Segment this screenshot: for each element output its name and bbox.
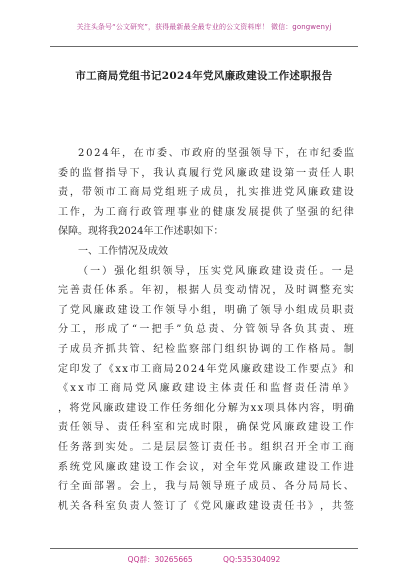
body-line: 行 全 面 部 署 。 会 上 ， 我 与 局 领 导 班 子 成 员 、 各 分 局 局 长 、 [58, 481, 354, 493]
body-line: 系 统 党 风 廉 政 建 设 工 作 会 议 ， 对 全 年 党 风 廉 政 建 设 工 作 进 [58, 461, 354, 473]
body-line: 了 党 风 廉 政 建 设 工 作 领 导 小 组 ， 明 确 了 领 导 小 组 成 员 职 责 [58, 304, 354, 316]
footer-divider [50, 548, 358, 549]
body-line: 保障。现将我2024年工作述职如下： [58, 226, 224, 238]
body-line: 工 作 ， 为 工 商 行 政 管 理 事 业 的 健 康 发 展 提 供 了 坚 强 的 纪 律 [58, 206, 354, 218]
body-line: 定 印 发 了 《 x x 市 工 商 局 2 0 2 4 年 党 风 廉 政 建 设 工 作 要 点 》 和 [58, 363, 354, 375]
body-line: 完 善 责 任 体 系 。 年 初 ， 根 据 人 员 变 动 情 况 ， 及 时 调 整 充 实 [58, 285, 354, 297]
document-title: 市工商局党组书记2024年党风廉政建设工作述职报告 [75, 70, 333, 82]
body-line: 子 成 员 齐 抓 共 管 、 纪 检 监 察 部 门 组 织 协 调 的 工 作 格 局 。 制 [58, 343, 354, 355]
body-line: 2 0 2 4 年 ， 在 市 委 、 市 政 府 的 坚 强 领 导 下 ， 在 市 纪 委 监 [78, 148, 354, 159]
body-line: 责 任 领 导 、 责 任 科 室 和 完 成 时 限 ， 确 保 党 风 廉 政 建 设 工 作 [58, 422, 354, 434]
body-line: 《 x x 市 工 商 局 党 风 廉 政 建 设 主 体 责 任 和 监 督 责 任 清 单 》 [58, 383, 354, 395]
body-line: 机 关 各 科 室 负 责 人 签 订 了 《 党 风 廉 政 建 设 责 任 书 》 ， 共 签 [58, 500, 354, 512]
footer-contact [0, 554, 408, 565]
footer-qq-group: QQ群：30265665 [127, 555, 193, 564]
body-line: 分 工 ， 形 成 了 “ 一 把 手 ” 负 总 责 、 分 管 领 导 各 负 其 责 、 班 [58, 324, 354, 336]
body-line: （ 一 ） 强 化 组 织 领 导 ， 压 实 党 风 廉 政 建 设 责 任 。 一 是 [78, 265, 354, 277]
body-line: 一、工作情况及成效 [78, 245, 168, 257]
body-line: ， 将 党 风 廉 政 建 设 工 作 任 务 细 化 分 解 为 x x 项 具 体 内 容 ， 明 确 [58, 402, 354, 414]
header-divider [50, 46, 358, 47]
body-line: 责 ， 带 领 市 工 商 局 党 组 班 子 成 员 ， 扎 实 推 进 党 风 廉 政 建 设 [58, 187, 354, 199]
document-body [58, 144, 354, 516]
body-line: 委 的 监 督 指 导 下 ， 我 认 真 履 行 党 风 廉 政 建 设 第 一 责 任 人 职 [58, 167, 354, 179]
header-banner: 关注头条号“公文研究”，获得最新最全最专业的公文资料库！ 微信：gongwenyj [76, 23, 332, 31]
footer-qq-contact: QQ:535304092 [223, 555, 281, 564]
body-line: 任 务 落 到 实 处 。 二 是 层 层 签 订 责 任 书 。 组 织 召 开 全 市 工 商 [58, 441, 354, 453]
